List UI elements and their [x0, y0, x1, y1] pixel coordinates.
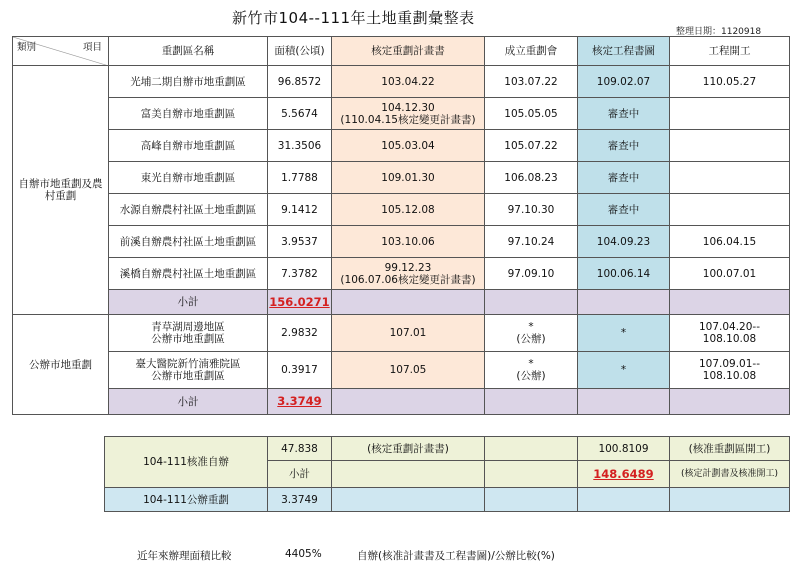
- row-engineering: 審查中: [578, 162, 670, 194]
- summary-public-area: 3.3749: [268, 488, 332, 512]
- subtotal-row: [13, 290, 790, 315]
- table-row: [13, 315, 790, 352]
- row-plan: 99.12.23 (106.07.06核定變更計畫書): [332, 258, 485, 290]
- table-row: [13, 194, 790, 226]
- row-name: 青草湖周邊地區 公辦市地重劃區: [109, 315, 268, 352]
- row-start: [670, 98, 790, 130]
- row-council: 105.07.22: [485, 130, 578, 162]
- header-item: 項目: [82, 42, 102, 53]
- row-council: 103.07.22: [485, 66, 578, 98]
- row-name: 高峰自辦市地重劃區: [109, 130, 268, 162]
- row-council: * (公辦): [485, 315, 578, 352]
- row-name: 前溪自辦農村社區土地重劃區: [109, 226, 268, 258]
- summary-public-label: 104-111公辦重劃: [105, 488, 268, 512]
- row-plan: 109.01.30: [332, 162, 485, 194]
- row-plan: 105.03.04: [332, 130, 485, 162]
- table-row: [13, 352, 790, 389]
- row-council: * (公辦): [485, 352, 578, 389]
- summary-row: [105, 437, 790, 461]
- row-engineering: 審查中: [578, 98, 670, 130]
- row-area: 2.9832: [268, 315, 332, 352]
- page-title: 新竹市104--111年土地重劃彙整表: [232, 9, 475, 27]
- row-engineering: 審查中: [578, 130, 670, 162]
- row-area: 31.3506: [268, 130, 332, 162]
- row-council: 105.05.05: [485, 98, 578, 130]
- row-name: 富美自辦市地重劃區: [109, 98, 268, 130]
- header-area: 面積(公頃): [268, 37, 332, 66]
- summary-self-area-note: (核定重劃計畫書): [332, 437, 485, 461]
- header-construction: 工程開工: [670, 37, 790, 66]
- summary-row: [105, 488, 790, 512]
- summary-self-area: 47.838: [268, 437, 332, 461]
- main-table: [12, 36, 790, 415]
- row-plan: 104.12.30 (110.04.15核定變更計畫書): [332, 98, 485, 130]
- row-name: 水源自辦農村社區土地重劃區: [109, 194, 268, 226]
- row-area: 0.3917: [268, 352, 332, 389]
- summary-subtotal-value: 148.6489: [578, 461, 670, 488]
- table-row: [13, 226, 790, 258]
- subtotal-row: [13, 389, 790, 415]
- table-row: [13, 98, 790, 130]
- group-label-self: 自辦市地重劃及農村重劃: [13, 66, 109, 315]
- header-category: 類別: [17, 42, 37, 53]
- table-row: [13, 258, 790, 290]
- row-engineering: *: [578, 315, 670, 352]
- summary-subtotal-note: (核定計劃書及核准開工): [670, 461, 790, 488]
- ratio-label: 近年來辦理面積比較: [137, 550, 232, 562]
- header-council: 成立重劃會: [485, 37, 578, 66]
- row-name: 溪橋自辦農村社區土地重劃區: [109, 258, 268, 290]
- header-category-item: [13, 37, 109, 66]
- summary-self-eng-note: (核准重劃區開工): [670, 437, 790, 461]
- row-council: 97.10.30: [485, 194, 578, 226]
- row-area: 1.7788: [268, 162, 332, 194]
- row-start: 106.04.15: [670, 226, 790, 258]
- header-engineering: 核定工程書圖: [578, 37, 670, 66]
- row-plan: 107.05: [332, 352, 485, 389]
- row-engineering: *: [578, 352, 670, 389]
- row-plan: 103.10.06: [332, 226, 485, 258]
- row-council: 106.08.23: [485, 162, 578, 194]
- summary-table: [104, 436, 790, 512]
- row-name: 光埔二期自辦市地重劃區: [109, 66, 268, 98]
- row-start: [670, 130, 790, 162]
- row-engineering: 審查中: [578, 194, 670, 226]
- row-start: 107.04.20-- 108.10.08: [670, 315, 790, 352]
- row-area: 5.5674: [268, 98, 332, 130]
- header-plan-approved: 核定重劃計畫書: [332, 37, 485, 66]
- table-row: [13, 66, 790, 98]
- subtotal-label: 小計: [109, 389, 268, 415]
- summary-subtotal-label: 小計: [268, 461, 332, 488]
- subtotal-value: 3.3749: [268, 389, 332, 415]
- summary-self-label: 104-111核准自辦: [105, 437, 268, 488]
- subtotal-label: 小計: [109, 290, 268, 315]
- row-engineering: 100.06.14: [578, 258, 670, 290]
- row-council: 97.10.24: [485, 226, 578, 258]
- row-name: 東光自辦市地重劃區: [109, 162, 268, 194]
- row-engineering: 109.02.07: [578, 66, 670, 98]
- row-plan: 103.04.22: [332, 66, 485, 98]
- row-name: 臺大醫院新竹湳雅院區 公辦市地重劃區: [109, 352, 268, 389]
- ratio-note: 自辦(核准計畫書及工程書圖)/公辦比較(%): [357, 550, 555, 562]
- group-label-public: 公辦市地重劃: [13, 315, 109, 415]
- row-area: 7.3782: [268, 258, 332, 290]
- subtotal-value: 156.0271: [268, 290, 332, 315]
- row-engineering: 104.09.23: [578, 226, 670, 258]
- row-plan: 107.01: [332, 315, 485, 352]
- row-start: [670, 194, 790, 226]
- row-council: 97.09.10: [485, 258, 578, 290]
- compiled-date: 整理日期：1120918: [676, 27, 762, 37]
- row-area: 9.1412: [268, 194, 332, 226]
- table-row: [13, 130, 790, 162]
- table-row: [13, 162, 790, 194]
- row-area: 3.9537: [268, 226, 332, 258]
- row-plan: 105.12.08: [332, 194, 485, 226]
- ratio-value: 4405%: [285, 548, 322, 560]
- row-start: 110.05.27: [670, 66, 790, 98]
- row-start: 107.09.01-- 108.10.08: [670, 352, 790, 389]
- row-start: 100.07.01: [670, 258, 790, 290]
- row-area: 96.8572: [268, 66, 332, 98]
- summary-self-eng: 100.8109: [578, 437, 670, 461]
- row-start: [670, 162, 790, 194]
- header-name: 重劃區名稱: [109, 37, 268, 66]
